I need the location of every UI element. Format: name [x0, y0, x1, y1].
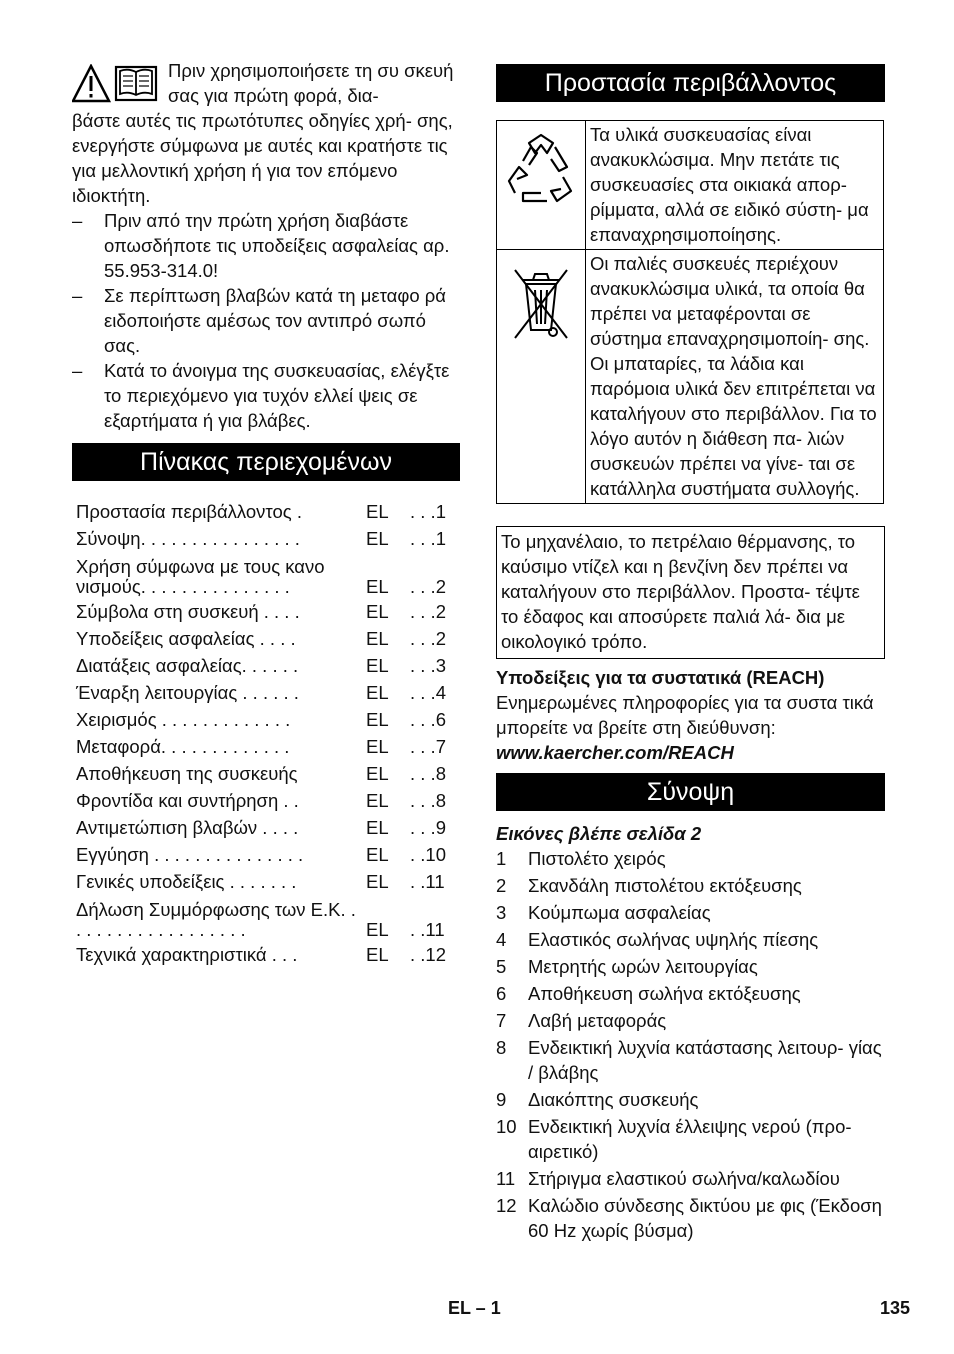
item-number: 10 [496, 1116, 517, 1137]
toc-lang: EL [366, 817, 389, 838]
overview-item [496, 873, 885, 898]
overview-item [496, 846, 885, 871]
item-text: Ελαστικός σωλήνας υψηλής πίεσης [528, 929, 819, 950]
toc-title: Μεταφορά. . . . . . . . . . . . . [76, 736, 290, 757]
toc-page: . . .2 [410, 628, 446, 649]
recycle-icon-cell [497, 121, 586, 250]
toc-page: . . .4 [410, 682, 446, 703]
toc-entry[interactable] [72, 842, 460, 867]
toc-entry[interactable] [72, 626, 460, 651]
overview-item [496, 1087, 885, 1112]
item-text: Σκανδάλη πιστολέτου εκτόξευσης [528, 875, 802, 896]
item-text: Μετρητής ωρών λειτουργίας [528, 956, 758, 977]
toc-entry[interactable] [72, 788, 460, 813]
footer-lang-page: EL – 1 [448, 1298, 501, 1318]
weee-row [497, 250, 884, 504]
intro-bullet: – Σε περίπτωση βλαβών κατά τη μεταφο ρά ειδοποιήστε αμέσως τον αντιπρό σωπό σας. [72, 283, 460, 358]
toc-lang: EL [366, 790, 389, 811]
reach-text: Ενημερωμένες πληροφορίες για τα συστα τικά μπορείτε να βρείτε στη διεύθυνση: [496, 692, 874, 738]
warning-triangle-icon [73, 66, 109, 101]
toc-page: . . .3 [410, 655, 446, 676]
item-number: 2 [496, 875, 507, 896]
toc-entry[interactable] [72, 761, 460, 786]
item-number: 1 [496, 848, 507, 869]
manual-book-icon [116, 67, 156, 100]
toc-lang: EL [366, 501, 389, 522]
overview-item [496, 954, 885, 979]
toc-entry[interactable] [72, 900, 460, 940]
toc-entry[interactable] [72, 734, 460, 759]
item-number: 9 [496, 1089, 507, 1110]
toc-title: Διατάξεις ασφαλείας. . . . . . [76, 655, 299, 676]
item-number: 12 [496, 1195, 517, 1216]
toc-title: Σύμβολα στη συσκευή . . . . [76, 601, 300, 622]
overview-item [496, 900, 885, 925]
toc-title: Χρήση σύμφωνα με τους κανο νισμούς. . . . . . . . . . . . . . . [76, 556, 325, 597]
item-text: Καλώδιο σύνδεσης δικτύου με φις (Έκδοση 60 Hz χωρίς βύσμα) [528, 1195, 882, 1241]
toc-list [72, 499, 460, 967]
item-number: 8 [496, 1037, 507, 1058]
toc-lang: EL [366, 736, 389, 757]
crossed-bin-icon [511, 262, 571, 342]
overview-item [496, 927, 885, 952]
item-text: Πιστολέτο χειρός [528, 848, 666, 869]
toc-entry[interactable] [72, 499, 460, 524]
intro-section [72, 58, 460, 433]
item-number: 3 [496, 902, 507, 923]
toc-entry[interactable] [72, 557, 460, 597]
intro-bullet: – Πριν από την πρώτη χρήση διαβάστε οπωσδήποτε τις υποδείξεις ασφαλείας αρ. 55.953-314.0! [72, 208, 460, 283]
toc-page: . . .9 [410, 817, 446, 838]
toc-page: . .11 [410, 871, 445, 892]
footer-page-number: 135 [880, 1298, 911, 1318]
toc-lang: EL [366, 655, 389, 676]
reach-title: Υποδείξεις για τα συστατικά (REACH) [496, 667, 825, 688]
warning-manual-icon [72, 64, 158, 104]
environment-heading: Προστασία περιβάλλοντος [496, 64, 885, 102]
item-text: Κούμπωμα ασφαλείας [528, 902, 711, 923]
item-text: Ενδεικτική λυχνία κατάστασης λειτουρ- γίας / βλάβης [528, 1037, 882, 1083]
overview-heading: Σύνοψη [496, 773, 885, 811]
overview-item [496, 1008, 885, 1033]
item-text: Διακόπτης συσκευής [528, 1089, 699, 1110]
item-number: 7 [496, 1010, 507, 1031]
overview-subtitle: Εικόνες βλέπε σελίδα 2 [496, 823, 702, 844]
toc-lang: EL [366, 944, 389, 965]
toc-page: . . .2 [410, 601, 446, 622]
recycle-icon [501, 131, 581, 211]
toc-entry[interactable] [72, 942, 460, 967]
toc-lang: EL [366, 919, 389, 940]
toc-heading: Πίνακας περιεχομένων [72, 443, 460, 481]
intro-bullet-list [72, 208, 460, 433]
toc-title: Γενικές υποδείξεις . . . . . . . [76, 871, 297, 892]
item-text: Αποθήκευση σωλήνα εκτόξευσης [528, 983, 801, 1004]
toc-title: Αποθήκευση της συσκευής [76, 763, 298, 784]
intro-text-first: Πριν χρησιμοποιήσετε τη συ σκευή σας για πρώτη φορά, δια- [168, 60, 454, 106]
recycle-row [497, 121, 884, 250]
toc-title: Τεχνικά χαρακτηριστικά . . . [76, 944, 298, 965]
toc-lang: EL [366, 601, 389, 622]
toc-title: Αντιμετώπιση βλαβών . . . . [76, 817, 299, 838]
toc-lang: EL [366, 682, 389, 703]
overview-list [496, 846, 885, 1243]
toc-lang: EL [366, 709, 389, 730]
toc-page: . . .7 [410, 736, 446, 757]
right-column [496, 64, 885, 1245]
weee-icon-cell [497, 250, 586, 504]
toc-page: . . .2 [410, 576, 446, 597]
toc-title: Φροντίδα και συντήρηση . . [76, 790, 299, 811]
toc-page: . .11 [410, 919, 445, 940]
toc-title: Υποδείξεις ασφαλείας . . . . [76, 628, 296, 649]
item-number: 6 [496, 983, 507, 1004]
intro-text-rest: βάστε αυτές τις πρωτότυπες οδηγίες χρή- σης, ενεργήστε σύμφωνα με αυτές και κρατήστε τις για μελλοντική χρήση ή για τον επόμενο ιδιοκτήτη. [72, 110, 453, 206]
toc-entry[interactable] [72, 599, 460, 624]
toc-title: Δήλωση Συμμόρφωσης των Ε.Κ. . . . . . . . . . . . . . . . . . . [76, 899, 356, 940]
toc-title: Εγγύηση . . . . . . . . . . . . . . . [76, 844, 304, 865]
toc-entry[interactable] [72, 680, 460, 705]
toc-page: . . .1 [410, 501, 446, 522]
item-text: Στήριγμα ελαστικού σωλήνα/καλωδίου [528, 1168, 840, 1189]
item-number: 4 [496, 929, 507, 950]
toc-entry[interactable] [72, 869, 460, 894]
toc-title: Σύνοψη. . . . . . . . . . . . . . . . [76, 528, 300, 549]
overview-item [496, 981, 885, 1006]
environment-table [496, 120, 884, 504]
oil-notice-box: Το μηχανέλαιο, το πετρέλαιο θέρμανσης, το καύσιμο ντίζελ και η βενζίνη δεν πρέπει να καταλήγουν στο περιβάλλον. Προστα- τέψτε το έδαφος και αποσύρετε παλιά λά- δια με οικολογικό τρόπο. [496, 526, 885, 659]
item-text: Ενδεικτική λυχνία έλλειψης νερού (προ- αιρετικό) [528, 1116, 852, 1162]
intro-bullet: – Κατά το άνοιγμα της συσκευασίας, ελέγξτε το περιεχόμενο για τυχόν ελλεί ψεις σε εξαρτήματα ή για βλάβες. [72, 358, 460, 433]
toc-lang: EL [366, 528, 389, 549]
toc-page: . . .1 [410, 528, 446, 549]
toc-page: . .12 [410, 944, 446, 965]
overview-item [496, 1166, 885, 1191]
toc-lang: EL [366, 628, 389, 649]
overview-item [496, 1114, 885, 1164]
toc-lang: EL [366, 763, 389, 784]
toc-entry[interactable] [72, 815, 460, 840]
left-column [72, 58, 460, 967]
overview-item [496, 1193, 885, 1243]
toc-entry[interactable] [72, 526, 460, 551]
toc-entry[interactable] [72, 653, 460, 678]
toc-title: Έναρξη λειτουργίας . . . . . . [76, 682, 299, 703]
item-text: Λαβή μεταφοράς [528, 1010, 667, 1031]
toc-page: . . .8 [410, 763, 446, 784]
reach-url-link[interactable]: www.kaercher.com/REACH [496, 742, 734, 763]
overview-item [496, 1035, 885, 1085]
item-number: 11 [496, 1168, 516, 1189]
toc-lang: EL [366, 844, 389, 865]
toc-page: . .10 [410, 844, 446, 865]
item-number: 5 [496, 956, 507, 977]
toc-page: . . .6 [410, 709, 446, 730]
toc-lang: EL [366, 576, 389, 597]
weee-text: Οι παλιές συσκευές περιέχουν ανακυκλώσιμα υλικά, τα οποία θα πρέπει να μεταφέρονται σε σύστημα επαναχρησιμοποίη- σης. Οι μπαταρίες, τα λάδια και παρόμοια υλικά δεν επιτρέπεται να καταλήγουν στο περιβάλλον. Για το λόγο αυτόν η διάθεση πα- λιών συσκευών πρέπει να γίνε- ται σε κατάλληλα συστήματα συλλογής. [586, 250, 884, 504]
toc-lang: EL [366, 871, 389, 892]
toc-title: Προστασία περιβάλλοντος . [76, 501, 302, 522]
toc-title: Χειρισμός . . . . . . . . . . . . . [76, 709, 291, 730]
recycle-text: Τα υλικά συσκευασίας είναι ανακυκλώσιμα. Μην πετάτε τις συσκευασίες στα οικιακά απορ- ρίμματα, αλλά σε ειδικό σύστη- μα επαναχρησιμοποίησης. [586, 121, 884, 250]
toc-page: . . .8 [410, 790, 446, 811]
toc-entry[interactable] [72, 707, 460, 732]
